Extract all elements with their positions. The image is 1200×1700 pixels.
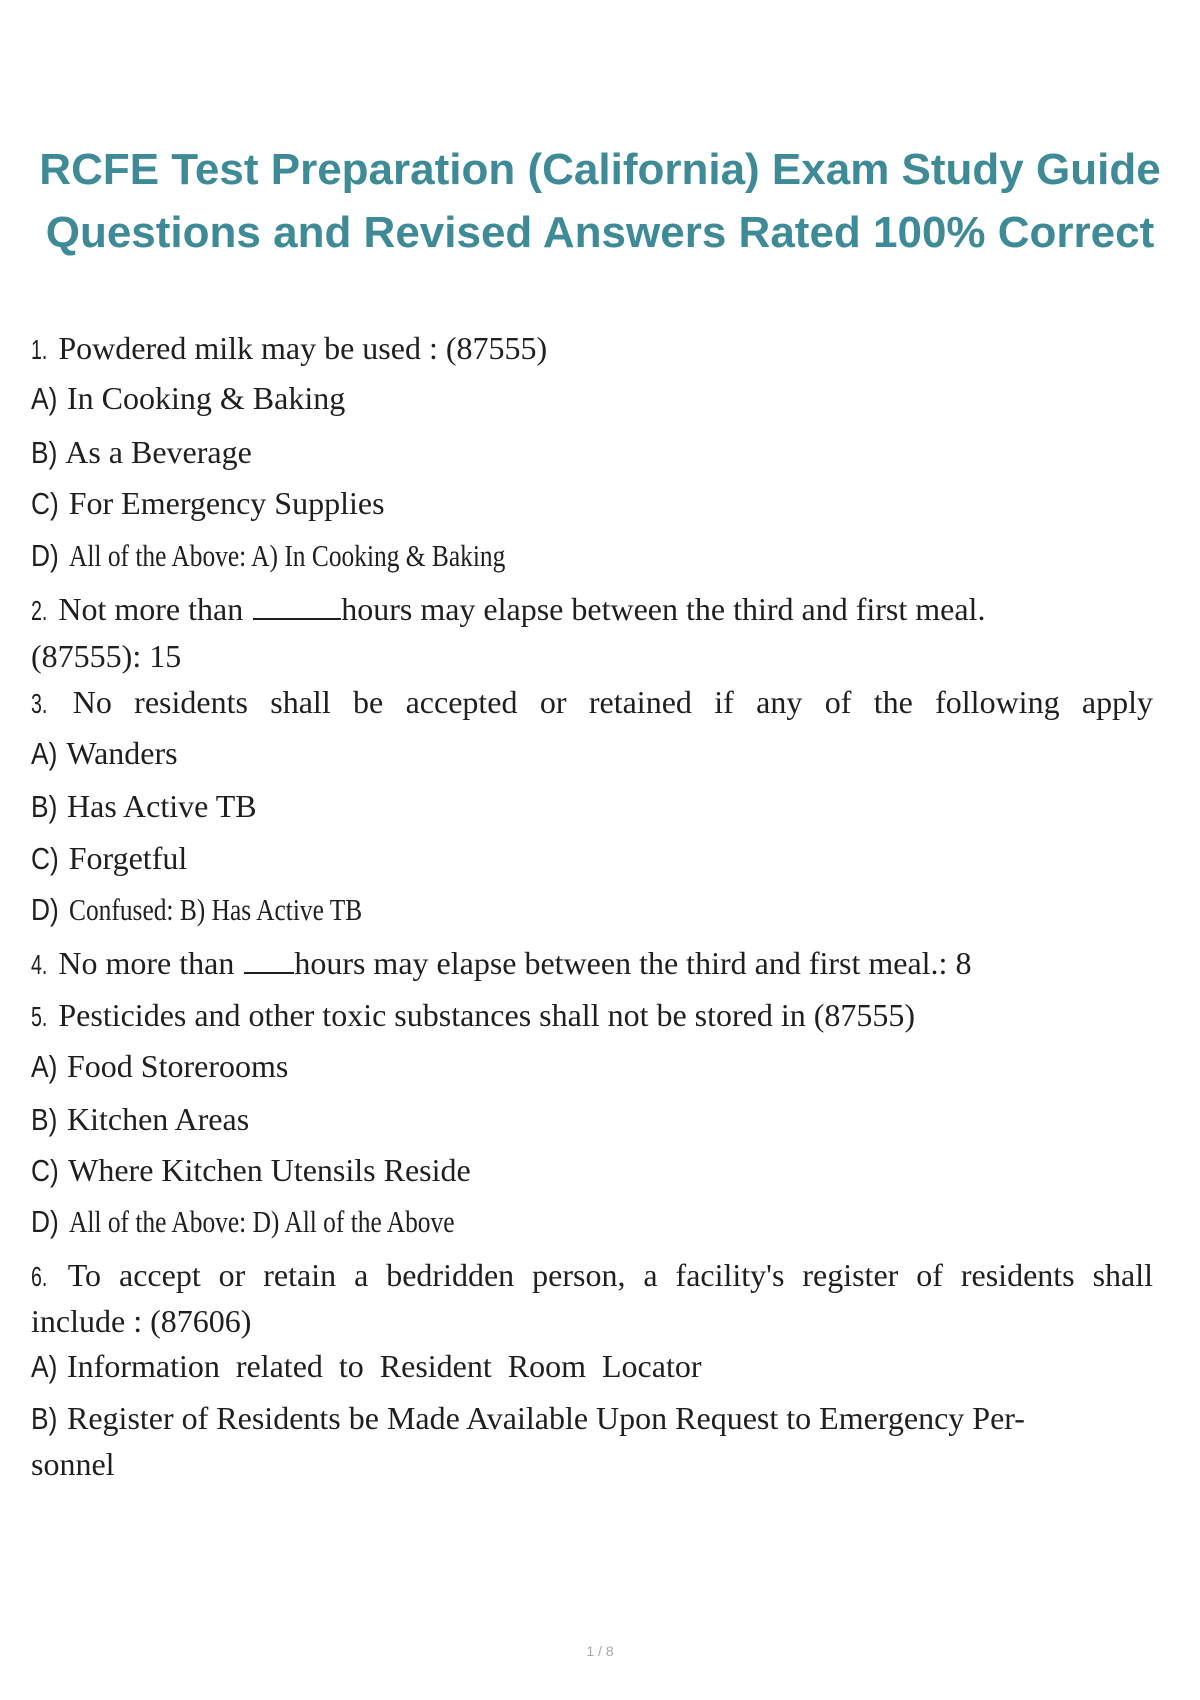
option-and-answer xyxy=(69,538,505,574)
page-number: 1 / 8 xyxy=(586,1643,614,1659)
question-6-continued: include : (87606) xyxy=(31,1303,252,1339)
option-text: Wanders xyxy=(66,735,178,771)
option-text: Register of Residents be Made Available Upon Request to Emergency Per- xyxy=(67,1400,1025,1436)
option-c xyxy=(31,840,187,877)
question-text-start: No more than xyxy=(58,945,235,981)
option-d-with-answer xyxy=(31,1203,539,1240)
title-line-1: RCFE Test Preparation (California) Exam Study Guide xyxy=(39,145,1161,194)
option-and-answer xyxy=(69,1204,454,1240)
option-text: Information related to Resident Room Locator xyxy=(67,1348,702,1384)
option-text: All of the Above: xyxy=(68,538,246,573)
question-2-answer: (87555): 15 xyxy=(31,638,182,674)
answer-text: B) Has Active TB xyxy=(179,892,362,927)
option-letter: D) xyxy=(31,892,59,927)
option-b xyxy=(31,1400,1025,1437)
question-text-end: hours may elapse between the third and first meal.: 8 xyxy=(294,945,972,981)
title-line-2: Questions and Revised Answers Rated 100% Correct xyxy=(45,208,1155,257)
option-text: Forgetful xyxy=(68,840,188,876)
question-number: 4. xyxy=(31,949,48,980)
option-b-continued: sonnel xyxy=(31,1446,115,1482)
option-letter: D) xyxy=(31,1204,59,1239)
option-letter: C) xyxy=(31,1153,59,1188)
question-text-end: hours may elapse between the third and first meal. xyxy=(341,591,986,627)
question-text: Pesticides and other toxic substances shall not be stored in (87555) xyxy=(58,997,916,1033)
question-text: To accept or retain a bedridden person, a facility's register of residents shall xyxy=(67,1257,1153,1293)
question-3 xyxy=(31,684,1153,721)
option-text: All of the Above: xyxy=(68,1204,246,1239)
question-text: No residents shall be accepted or retained if any of the following apply xyxy=(72,684,1154,720)
option-text: As a Beverage xyxy=(65,434,252,470)
question-2 xyxy=(31,591,985,628)
option-letter: C) xyxy=(31,841,59,876)
option-a xyxy=(31,1048,288,1085)
option-c xyxy=(31,1152,471,1189)
option-a xyxy=(31,735,178,772)
option-b xyxy=(31,434,252,471)
answer-text: A) In Cooking & Baking xyxy=(250,538,506,573)
option-letter: A) xyxy=(31,736,58,771)
option-letter: B) xyxy=(31,435,58,470)
option-d-with-answer xyxy=(31,537,601,574)
option-d-with-answer xyxy=(31,891,426,928)
option-c xyxy=(31,485,385,522)
option-letter: B) xyxy=(31,1102,58,1137)
question-number: 3. xyxy=(31,688,48,719)
question-text-start: Not more than xyxy=(58,591,244,627)
option-letter: A) xyxy=(31,1349,58,1384)
option-text: In Cooking & Baking xyxy=(67,380,346,416)
question-1 xyxy=(31,330,547,367)
option-and-answer xyxy=(69,892,362,928)
option-text: For Emergency Supplies xyxy=(68,485,385,521)
option-letter: B) xyxy=(31,789,58,824)
blank-line xyxy=(244,972,294,974)
option-a xyxy=(31,1348,702,1385)
question-number: 2. xyxy=(31,595,48,626)
option-a xyxy=(31,380,345,417)
question-6 xyxy=(31,1257,1153,1294)
option-letter: B) xyxy=(31,1401,58,1436)
option-text: Food Storerooms xyxy=(67,1048,289,1084)
question-text: Powdered milk may be used : (87555) xyxy=(58,330,548,366)
option-b xyxy=(31,1101,249,1138)
option-text: Where Kitchen Utensils Reside xyxy=(68,1152,471,1188)
question-5 xyxy=(31,997,915,1034)
page-title xyxy=(0,138,1200,264)
question-number: 6. xyxy=(31,1261,48,1292)
blank-line xyxy=(253,618,341,620)
option-letter: C) xyxy=(31,486,59,521)
question-4 xyxy=(31,945,971,982)
option-b xyxy=(31,788,257,825)
option-letter: D) xyxy=(31,538,59,573)
option-letter: A) xyxy=(31,1049,58,1084)
option-text: Kitchen Areas xyxy=(67,1101,250,1137)
question-number: 5. xyxy=(31,1001,48,1032)
option-letter: A) xyxy=(31,381,58,416)
option-text: Confused: xyxy=(68,892,174,927)
option-text: Has Active TB xyxy=(67,788,257,824)
answer-text: D) All of the Above xyxy=(252,1204,455,1239)
question-number: 1. xyxy=(31,334,48,365)
